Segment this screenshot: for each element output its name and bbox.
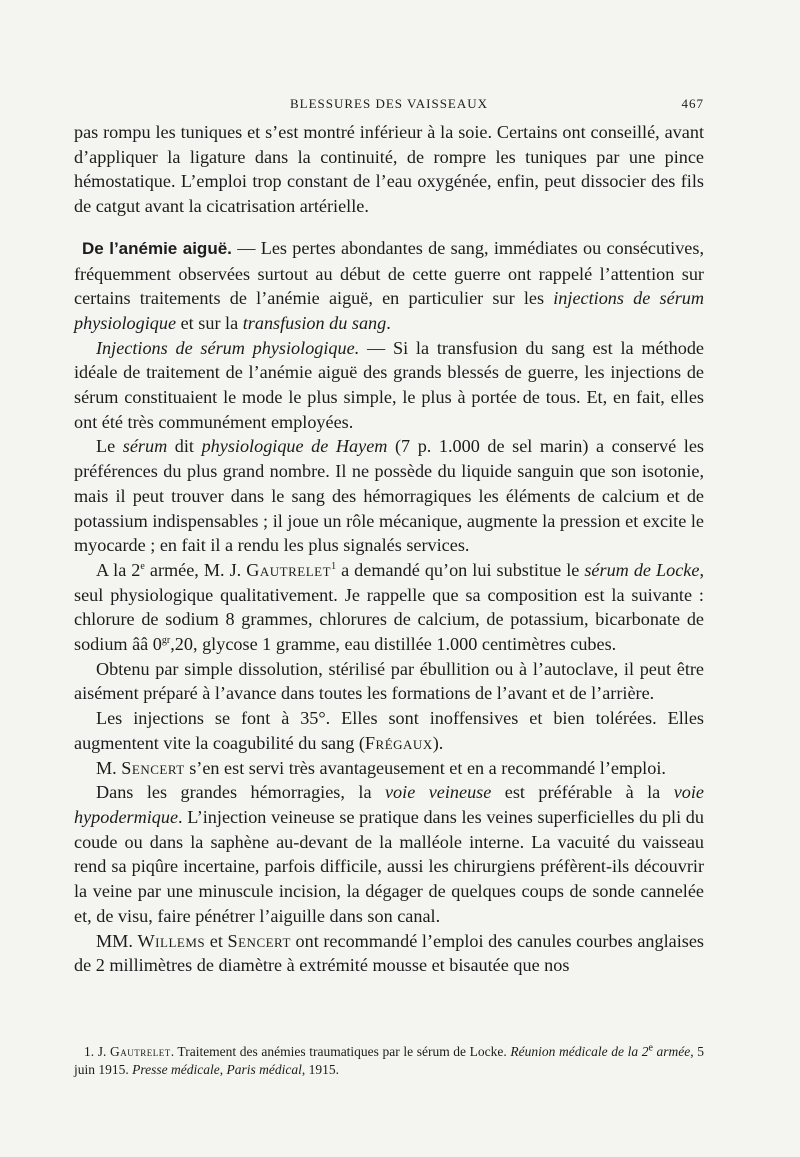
paragraph-1: pas rompu les tuniques et s’est montré inférieur à la soie. Certains ont conseillé, avant d’appliquer la ligature dans la continuité, de rompre les tuniques par une pince hémostatique. L’emploi trop constant de l’eau oxygénée, enfin, peut dissocier des fils de catgut avant la cicatrisation artérielle.: [74, 122, 704, 217]
running-title: BLESSURES DES VAISSEAUX: [289, 96, 489, 111]
section-heading: De l’anémie aiguë.: [82, 238, 232, 258]
paragraph-canules: MM. Willems et Sencert ont recommandé l’emploi des canules courbes anglaises de 2 millimètres de diamètre à extrémité mousse et bisautée que nos: [74, 930, 705, 976]
page-number: 467: [681, 96, 704, 111]
paragraph-temperature: Les injections se font à 35°. Elles sont inoffensives et bien tolérées. Elles augmentent vite la coagubilité du sang (Frégaux).: [74, 708, 704, 753]
paragraph-dissolution: Obtenu par simple dissolution, stérilisé par ébullition ou à l’autoclave, il peut être aisément préparé à l’avance dans toutes les formations de l’avant et de l’arrière.: [74, 658, 704, 704]
footnote-1: 1. J. Gautrelet. Traitement des anémies traumatiques par le sérum de Locke. Réunion médicale de la 2e armée, 5 juin 1915. Presse médicale, Paris médical, 1915.: [74, 1042, 704, 1077]
paragraph-voie: Dans les grandes hémorragies, la voie veineuse est préférable à la voie hypodermique. L’injection veineuse se pratique dans les veines superficielles du pli du coude ou dans la saphène au-devant de la malléole interne. La vacuité du vaisseau rend sa piqûre incertaine, parfois difficile, aussi les chirurgiens préfèrent-ils découvrir la veine par une minuscule incision, la dégager de quelques coups de sonde cannelée et, de visu, faire pénétrer l’aiguille dans son canal.: [74, 782, 704, 926]
paragraph-locke: A la 2e armée, M. J. Gautrelet$^1$ a demandé qu’on lui substitue le sérum de Locke, seul physiologique qualitativement. Je rappelle que sa composition est la suivante : chlorure de sodium 8 grammes, chlorures de calcium, de potassium, bicarbonate de sodium ââ $0^{gr},20$, glycose 1 gramme, eau distillée 1.000 centimètres cubes.: [74, 559, 704, 655]
running-header: [74, 96, 704, 116]
subsection-heading: Injections de sérum physiologique.: [96, 337, 360, 358]
footnote: [74, 1043, 704, 1079]
body-text: [74, 120, 704, 978]
section-anemie: De l’anémie aiguë. — Les pertes abondantes de sang, immédiates ou consécutives, fréquemment observées surtout au début de cette guerre ont rappelé l’attention sur certains traitements de l’anémie aiguë, en particulier sur les injections de sérum physiologique et sur la transfusion du sang.: [74, 237, 704, 333]
paragraph-hayem: Le sérum dit physiologique de Hayem (7 p. 1.000 de sel marin) a conservé les préférences du plus grand nombre. Il ne possède du liquide sanguin que son isotonie, mais il peut trouver dans le sang des hémorragiques les éléments de calcium et de potassium indispensables ; il joue un rôle mécanique, augmente la pression et excite le myocarde ; en fait il a rendu les plus signalés services.: [74, 436, 704, 556]
paragraph-sencert: M. Sencert s’en est servi très avantageusement et en a recommandé l’emploi.: [96, 757, 666, 778]
footnote-ref: 1: [331, 560, 337, 572]
paragraph-injections: Injections de sérum physiologique. — Si la transfusion du sang est la méthode idéale de traitement de l’anémie aiguë des grands blessés de guerre, les injections de sérum constituaient le mode le plus simple, le plus à portée de tous. Et, en fait, elles ont été très communément employées.: [74, 337, 704, 432]
